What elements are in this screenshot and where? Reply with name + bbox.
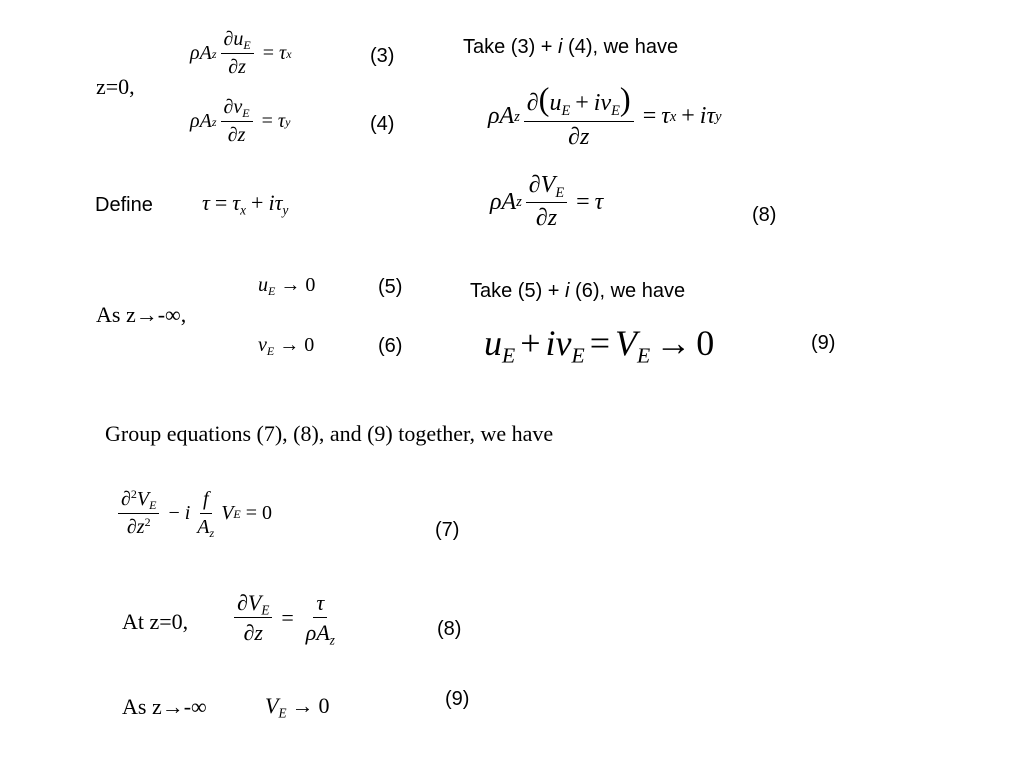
- equation-4-number: (4): [370, 113, 395, 135]
- equation-8: $\frac{\partial V_E}{\partial z}$ = $\frac{\tau}{\rho A_z}$: [230, 590, 342, 646]
- as-z-label: As z→-∞,: [96, 302, 187, 327]
- at-z0-label: At z=0,: [122, 609, 189, 634]
- take-5-plus-i6-text: Take (5) + i (6), we have: [470, 280, 686, 302]
- tau-definition: $\tau = \tau_x + i\tau_y$: [202, 190, 289, 218]
- z0-label: z=0,: [96, 74, 135, 99]
- as-z-label-bottom: As z→-∞: [122, 694, 207, 719]
- equation-7-number: (7): [435, 519, 460, 541]
- equation-5: $u_E \to 0$: [258, 274, 316, 299]
- equation-7: $\frac{\partial^2V_E}{\partial z^2}$ − i $\frac{f}{A_z}$ V E = 0: [114, 488, 272, 539]
- define-label: Define: [95, 194, 153, 216]
- equation-8-number: (8): [437, 618, 462, 640]
- equation-8-right-number: (8): [752, 204, 777, 226]
- equation-6-number: (6): [378, 335, 403, 357]
- equation-combined-uv: ρA z $\frac{\partial(u_E + iv_E)}{\partial z}$ = τ x + iτ y: [488, 82, 722, 151]
- equation-9-right: $u_E + iv_E = V_E \to 0$: [484, 323, 715, 368]
- equation-3: ρA z $\frac{\partial u_E}{\partial z}$ = τ x: [190, 28, 292, 78]
- equation-5-number: (5): [378, 276, 403, 298]
- equation-8-right: ρA z $\frac{\partial V_E}{\partial z}$ = τ: [490, 172, 604, 231]
- equation-3-number: (3): [370, 45, 395, 67]
- equation-6: $v_E \to 0$: [258, 334, 315, 359]
- take-3-plus-i4-text: Take (3) + i (4), we have: [463, 36, 679, 58]
- equation-9-right-number: (9): [811, 332, 836, 354]
- equation-9-number: (9): [445, 688, 470, 710]
- equation-9: $V_E \to 0$: [265, 693, 330, 721]
- equation-4: ρA z $\frac{\partial v_E}{\partial z}$ = τ y: [190, 96, 291, 146]
- group-heading: Group equations (7), (8), and (9) together, we have: [105, 421, 554, 446]
